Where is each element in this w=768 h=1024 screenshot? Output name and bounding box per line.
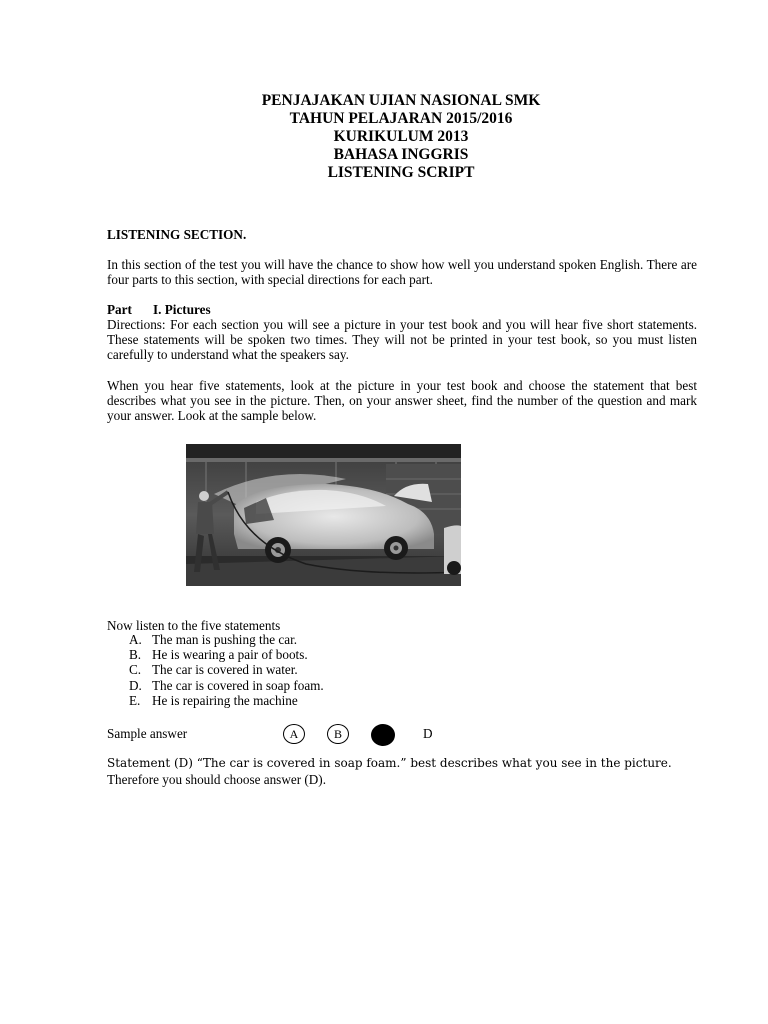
statements-lead: Now listen to the five statements [107, 618, 281, 633]
explanation-line-2: Therefore you should choose answer (D). [107, 772, 326, 787]
list-item: D. The car is covered in soap foam. [129, 677, 324, 693]
part-heading [107, 302, 697, 317]
directions-paragraph: Directions: For each section you will see a picture in your test book and you will hear five short statements. These statements will be spoken two times. They will not be printed in your test book, so you must listen carefully to understand what the speakers say. [107, 317, 697, 363]
list-item: B. He is wearing a pair of boots. [129, 647, 308, 663]
answer-bubble-c-filled: C [371, 724, 395, 746]
header-line-2: TAHUN PELAJARAN 2015/2016 [289, 110, 513, 127]
instructions-paragraph: When you hear five statements, look at the picture in your test book and choose the statement that best describes what you see in the picture. Then, on your answer sheet, find the number of the question and mark your answer. Look at the sample below. [107, 378, 697, 424]
answer-bubble-b: B [327, 724, 349, 744]
header-line-3: KURIKULUM 2013 [333, 128, 469, 145]
header-line-5: LISTENING SCRIPT [327, 164, 475, 181]
header-line-1: PENJAJAKAN UJIAN NASIONAL SMK [261, 92, 541, 109]
sample-answer-label: Sample answer [107, 726, 188, 741]
list-item: E. He is repairing the machine [129, 692, 298, 708]
header-line-4: BAHASA INGGRIS [333, 146, 469, 163]
listening-intro-paragraph: In this section of the test you will have the chance to show how well you understand spoken English. There are four parts to this section, with special directions for each part. [107, 257, 697, 288]
explanation-line-1: Statement (D) “The car is covered in soap foam.” best describes what you see in the picture. [107, 756, 672, 770]
answer-bubble-a: A [283, 724, 305, 744]
answer-choice-d: D [423, 726, 433, 741]
document-header [0, 92, 768, 182]
part-title: I. Pictures [153, 302, 211, 317]
listening-section-heading: LISTENING SECTION. [107, 227, 247, 242]
sample-answer-row [107, 724, 507, 746]
statement-list [129, 632, 324, 708]
list-item: C. The car is covered in water. [129, 662, 298, 678]
part-word: Part [107, 302, 132, 317]
list-item: A. The man is pushing the car. [129, 632, 298, 647]
car-wash-photo [186, 444, 461, 586]
